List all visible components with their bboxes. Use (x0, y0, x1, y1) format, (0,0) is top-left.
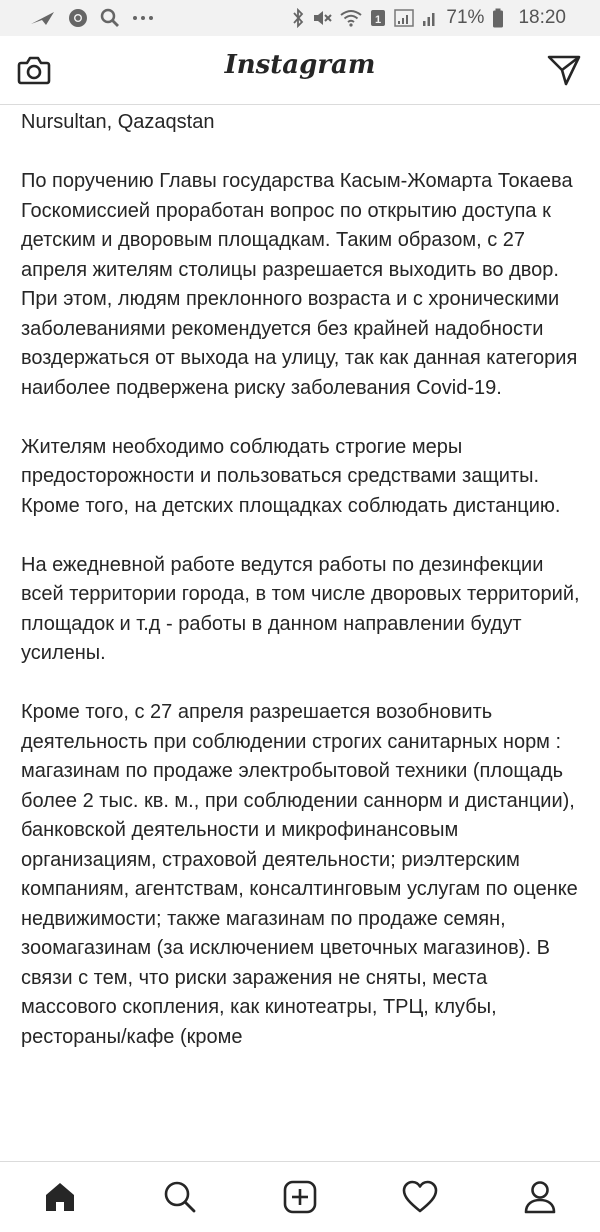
bottom-nav (0, 1161, 600, 1232)
new-post-icon[interactable] (270, 1167, 330, 1227)
profile-icon[interactable] (510, 1167, 570, 1227)
status-left (0, 8, 154, 28)
search-status-icon (100, 8, 120, 28)
status-right (292, 7, 600, 29)
signal-icon (394, 9, 414, 27)
caption-paragraph: На ежедневной работе ведутся работы по дезинфекции всей территории города, в том числе дворовых территорий, площадок и т.д - работы в данном направлении будут усилены. (21, 553, 580, 664)
post-location[interactable]: Nursultan, Qazaqstan (21, 111, 215, 133)
sim-icon (370, 9, 386, 27)
caption-paragraph: Кроме того, с 27 апреля разрешается возобновить деятельность при соблюдении строгих санитарных норм : магазинам по продаже электробытовой техники (площадь более 2 тыс. кв. м., при соблюдении саннорм и дистанции), банковской деятельности и микрофинансовым организациям, страховой деятельности; риэлтерским компаниям, агентствам, консалтинговым услугам по оценке недвижимости; также магазинам по продаже семян, зоомагазинам (за исключением цветочных магазинов). В связи с тем, что риски заражения не сняты, места массового скопления, как кинотеатры, ТРЦ, клубы, рестораны/кафе (кроме (21, 701, 578, 1048)
wifi-icon (340, 9, 362, 27)
battery-icon (492, 8, 504, 28)
clock: 18:20 (518, 7, 566, 28)
status-bar (0, 0, 600, 36)
post-caption (21, 108, 585, 1160)
direct-message-icon[interactable] (546, 52, 582, 88)
caption-paragraph: Жителям необходимо соблюдать строгие меры предосторожности и пользоваться средствами защиты. Кроме того, на детских площадках соблюдать дистанцию. (21, 435, 561, 517)
mute-icon (312, 8, 332, 28)
home-icon[interactable] (30, 1167, 90, 1227)
battery-percent: 71% (446, 7, 485, 28)
send-status-icon (30, 9, 56, 27)
chrome-icon (68, 8, 88, 28)
app-header (0, 36, 600, 105)
signal-bars-icon (422, 9, 438, 27)
bluetooth-icon (292, 8, 304, 28)
caption-paragraph: По поручению Главы государства Касым-Жомарта Токаева Госкомиссией проработан вопрос по открытию доступа к детским и дворовым площадкам. Таким образом, с 27 апреля жителям столицы разрешается выходить во двор. При этом, людям преклонного возраста и с хроническими заболеваниями рекомендуется без крайней надобности воздержаться от выхода на улицу, так как данная категория наиболее подвержена риску заболевания Covid-19. (21, 170, 578, 399)
instagram-logo: Instagram (224, 50, 376, 80)
svg-text:1: 1 (375, 14, 382, 26)
activity-heart-icon[interactable] (390, 1167, 450, 1227)
more-dots-icon (132, 14, 154, 22)
search-icon[interactable] (150, 1167, 210, 1227)
